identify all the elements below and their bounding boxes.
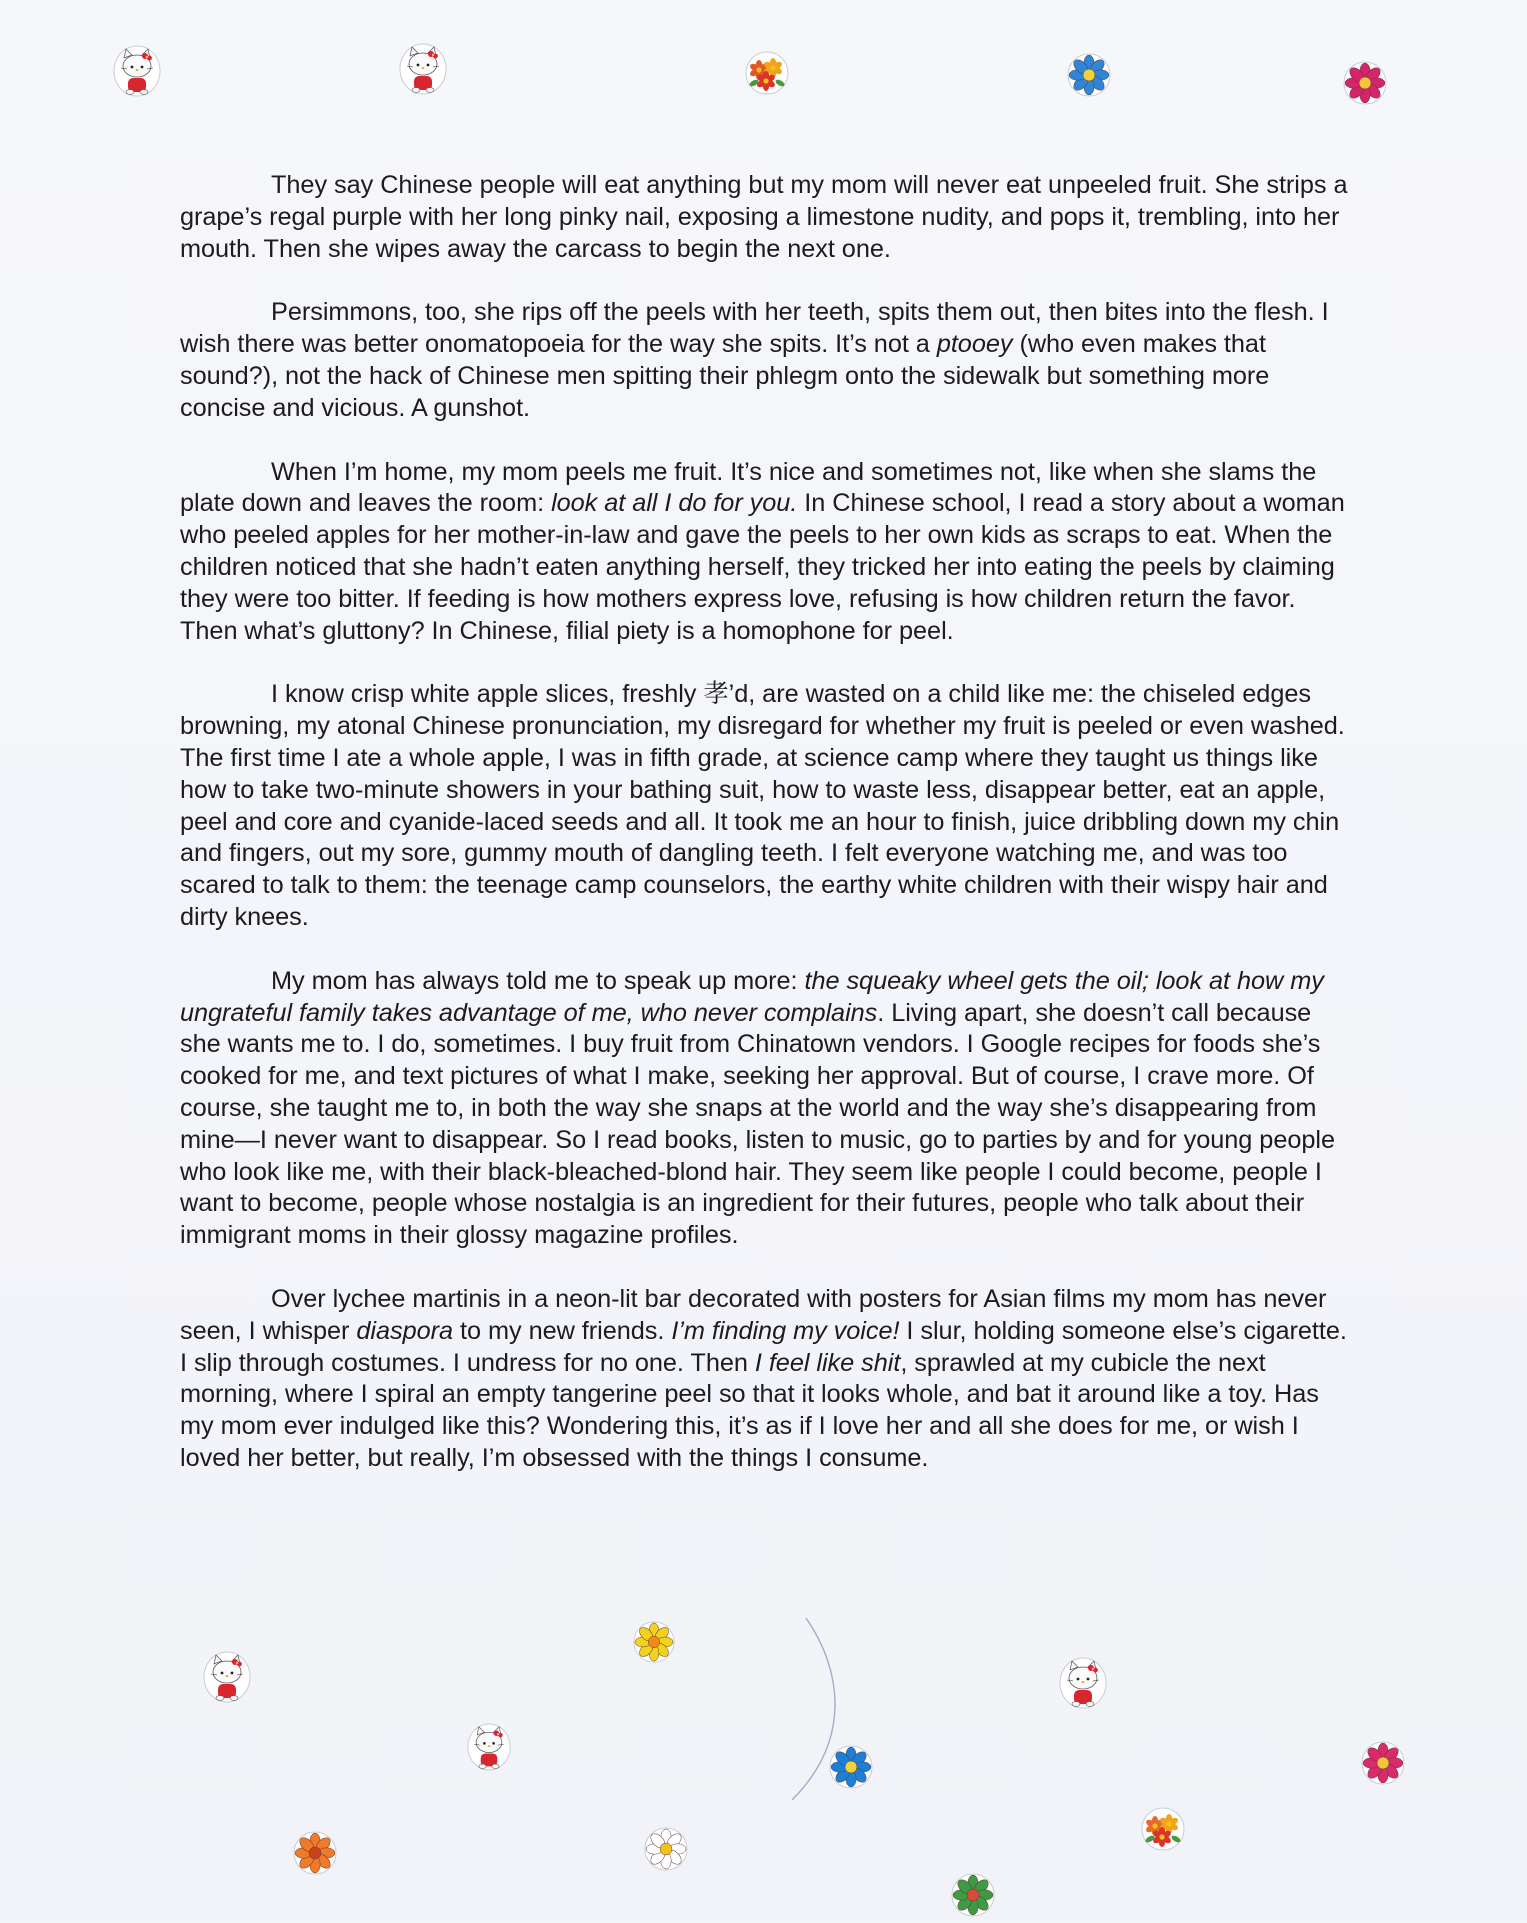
essay-paragraph xyxy=(180,457,1355,648)
kitty-icon xyxy=(202,1650,252,1704)
flower-cluster-icon xyxy=(744,50,790,96)
essay-paragraph xyxy=(180,297,1355,424)
sticker-kitty-bottom-small xyxy=(466,1722,512,1772)
text-run: I know crisp white apple slices, freshly 孝’d, are wasted on a child like me: the chiseled edges browning, my atonal Chinese pronunciation, my disregard for whether my fruit is peeled or even washed. The first time I ate a whole apple, I was in fifth grade, at science camp where they taught us things like how to take two-minute showers in your bathing suit, how to waste less, disappear better, eat an apple, peel and core and cyanide-laced seeds and all. It took me an hour to finish, juice dribbling down my chin and fingers, out my sore, gummy mouth of dangling teeth. I felt everyone watching me, and was too scared to talk to them: the teenage camp counselors, the earthy white children with their wispy hair and dirty knees. xyxy=(180,680,1345,931)
flower-icon xyxy=(950,1872,996,1918)
flower-icon xyxy=(643,1826,689,1872)
sticker-blue-flower-bottom xyxy=(828,1744,874,1790)
italic-run: diaspora xyxy=(356,1316,454,1345)
kitty-icon xyxy=(398,42,448,96)
text-run: They say Chinese people will eat anything but my mom will never eat unpeeled fruit. She strips a grape’s regal purple with her long pinky nail, exposing a limestone nudity, and pops it, trembling, into her mouth. Then she wipes away the carcass to begin the next one. xyxy=(180,171,1348,263)
italic-run: look at all I do for you. xyxy=(551,489,798,518)
text-run: . Living apart, she doesn’t call because she wants me to. I do, sometimes. I buy fruit from Chinatown vendors. I Google recipes for foods she’s cooked for me, and text pictures of what I make, seeking her approval. But of course, I crave more. Of course, she taught me to, in both the way she snaps at the world and the way she’s disappearing from mine—I never want to disappear. So I read books, listen to music, go to parties by and for young people who look like me, with their black-bleached-blond hair. They seem like people I could become, people I want to become, people whose nostalgia is an ingredient for their futures, people who talk about their immigrant moms in their glossy magazine profiles. xyxy=(180,998,1335,1250)
italic-run: I feel like shit xyxy=(754,1348,901,1377)
sticker-yellow-flower-bottom xyxy=(632,1620,676,1664)
text-run: , sprawled at my cubicle the next morning, where I spiral an empty tangerine peel so that it looks whole, and bat it around like a toy. Has my mom ever indulged like this? Wondering this, it’s as if I love her and all she does for me, or wish I loved her better, but really, I’m obsessed with the things I consume. xyxy=(180,1348,1319,1472)
kitty-icon xyxy=(112,44,162,98)
text-run: (who even makes that sound?), not the hack of Chinese men spitting their phlegm onto the sidewalk but something more concise and vicious. A gunshot. xyxy=(180,330,1270,422)
sticker-pink-flower-top xyxy=(1342,60,1388,106)
italic-run: the squeaky wheel gets the oil; look at how my ungrateful family takes advantage of me, who never complains xyxy=(180,966,1324,1027)
essay-paragraph xyxy=(180,679,1355,933)
flower-icon xyxy=(632,1620,676,1664)
essay-body xyxy=(180,170,1355,1507)
text-run: I slur, holding someone else’s cigarette. I slip through costumes. I undress for no one. Then xyxy=(180,1316,1347,1377)
text-run: When I’m home, my mom peels me fruit. It’s nice and sometimes not, like when she slams the plate down and leaves the room: xyxy=(180,457,1317,518)
flower-icon xyxy=(1342,60,1388,106)
flower-icon xyxy=(1360,1740,1406,1786)
sticker-white-flower-bottom xyxy=(643,1826,689,1872)
text-run: to my new friends. xyxy=(453,1316,672,1345)
sticker-kitty-top-left xyxy=(112,44,162,98)
kitty-icon xyxy=(466,1722,512,1772)
kitty-icon xyxy=(1058,1656,1108,1710)
essay-paragraph xyxy=(180,1284,1355,1475)
italic-run: I’m finding my voice! xyxy=(671,1316,900,1345)
flower-icon xyxy=(828,1744,874,1790)
text-run: Over lychee martinis in a neon-lit bar decorated with posters for Asian films my mom has never seen, I whisper xyxy=(180,1284,1327,1345)
flower-cluster-icon xyxy=(1140,1806,1186,1852)
sticker-kitty-bottom-left xyxy=(202,1650,252,1704)
flower-icon xyxy=(1066,52,1112,98)
sticker-kitty-top-center xyxy=(398,42,448,96)
sticker-flower-cluster-top xyxy=(744,50,790,96)
text-run: In Chinese school, I read a story about a woman who peeled apples for her mother-in-law and gave the peels to her own kids as scraps to eat. When the children noticed that she hadn’t eaten anything herself, they tricked her into eating the peels by claiming they were too bitter. If feeding is how mothers express love, refusing is how children return the favor. Then what’s gluttony? In Chinese, filial piety is a homophone for peel. xyxy=(180,489,1345,645)
text-run: Persimmons, too, she rips off the peels with her teeth, spits them out, then bites into the flesh. I wish there was better onomatopoeia for the way she spits. It’s not a xyxy=(180,298,1329,359)
sticker-kitty-bottom-right xyxy=(1058,1656,1108,1710)
italic-run: ptooey xyxy=(936,330,1013,359)
sticker-blue-flower-top xyxy=(1066,52,1112,98)
sticker-green-flower-bottom xyxy=(950,1872,996,1918)
sticker-flower-cluster-bottom xyxy=(1140,1806,1186,1852)
flower-icon xyxy=(292,1830,338,1876)
sticker-pink-flower-bottom xyxy=(1360,1740,1406,1786)
essay-paragraph xyxy=(180,170,1355,265)
text-run: My mom has always told me to speak up more: xyxy=(271,966,805,995)
essay-paragraph xyxy=(180,966,1355,1252)
sticker-orange-flower-bottom xyxy=(292,1830,338,1876)
